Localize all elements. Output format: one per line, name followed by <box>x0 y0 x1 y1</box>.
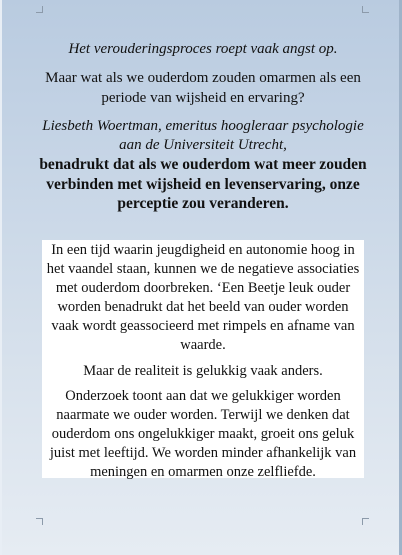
body-paragraph-1[interactable]: In een tijd waarin jeugdigheid en autonomie hoog in het vaandel staan, kunnen we de negatieve associaties met ouderdom doorbreken. ‘Een Beetje leuk ouder worden benadrukt dat het beeld van ouder worden vaak wordt geassocieerd met rimpels en afname van waarde. <box>46 242 360 353</box>
intro-second-line[interactable]: Maar wat als we ouderdom zouden omarmen als een periode van wijsheid en ervaring? <box>45 70 361 106</box>
crop-mark-top-left <box>36 6 43 13</box>
body-text-box[interactable] <box>42 240 364 478</box>
crop-mark-top-right <box>362 6 369 13</box>
bold-statement[interactable]: benadrukt dat als we ouderdom wat meer zouden verbinden met wijsheid en levenservaring, onze perceptie zou veranderen. <box>39 156 367 212</box>
intro-question[interactable]: Het verouderingsproces roept vaak angst op. <box>68 41 338 57</box>
crop-mark-bottom-right <box>362 518 369 525</box>
body-paragraph-3[interactable]: Onderzoek toont aan dat we gelukkiger worden naarmate we ouder worden. Terwijl we denken dat ouderdom ons ongelukkiger maakt, groeit ons geluk juist met leeftijd. We worden minder afhankelijk van meningen en omarmen onze zelfliefde. <box>49 388 357 480</box>
crop-mark-bottom-left <box>36 518 43 525</box>
body-paragraph-2[interactable]: Maar de realiteit is gelukkig vaak anders. <box>83 363 323 379</box>
author-line[interactable]: Liesbeth Woertman, emeritus hoogleraar psychologie aan de Universiteit Utrecht, <box>42 118 364 153</box>
